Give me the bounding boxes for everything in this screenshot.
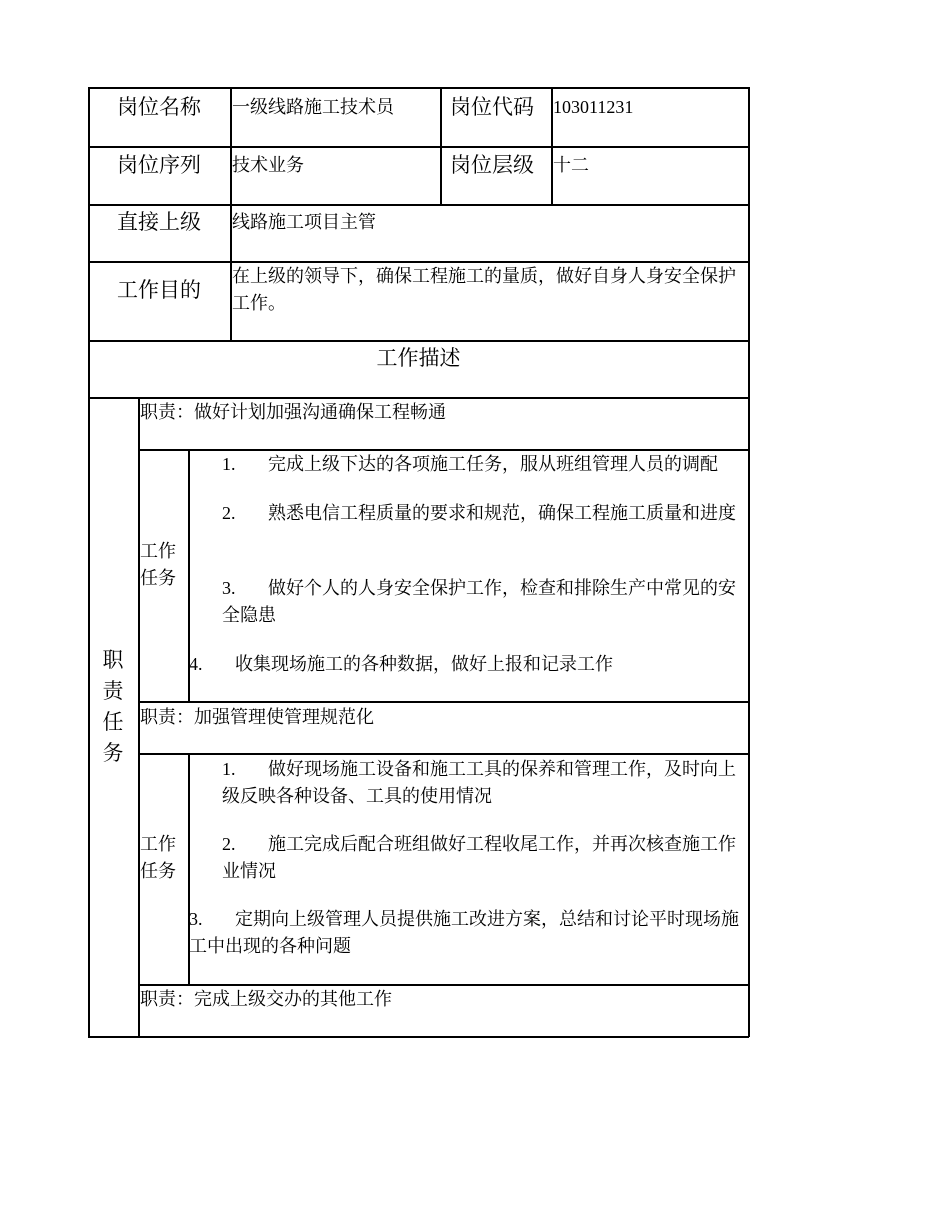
duty-title: 职责：加强管理使管理规范化 xyxy=(140,707,374,727)
task-text: 做好现场施工设备和施工工具的保养和管理工作，及时向上级反映各种设备、工具的使用情况 xyxy=(222,759,736,806)
task-label: 工作任务 xyxy=(140,541,176,588)
task-number: 2. xyxy=(222,834,236,854)
post-level-label: 岗位层级 xyxy=(450,153,534,177)
direct-superior-label: 直接上级 xyxy=(117,210,201,234)
post-sequence-label: 岗位序列 xyxy=(117,153,201,177)
task-text: 做好个人的人身安全保护工作，检查和排除生产中常见的安全隐患 xyxy=(222,578,736,625)
task-number: 3. xyxy=(189,909,203,929)
border-left xyxy=(88,87,90,1037)
post-name-label: 岗位名称 xyxy=(117,95,201,119)
row-divider xyxy=(88,340,749,342)
direct-superior-value: 线路施工项目主管 xyxy=(232,212,376,232)
side-label: 职责任务 xyxy=(102,648,124,765)
post-code-value: 103011231 xyxy=(553,97,634,117)
post-sequence-value: 技术业务 xyxy=(232,155,304,175)
post-name-value: 一级线路施工技术员 xyxy=(232,97,394,117)
task-number: 1. xyxy=(222,454,236,474)
task-number: 4. xyxy=(189,654,203,674)
row-divider xyxy=(88,204,749,206)
task-label: 工作任务 xyxy=(140,834,176,881)
post-code-label: 岗位代码 xyxy=(450,95,534,119)
work-goal-label: 工作目的 xyxy=(117,278,201,302)
task-text: 施工完成后配合班组做好工程收尾工作，并再次核查施工作业情况 xyxy=(222,834,736,881)
task-text: 定期向上级管理人员提供施工改进方案，总结和讨论平时现场施工中出现的各种问题 xyxy=(189,909,739,956)
border-right xyxy=(748,87,750,1037)
col-divider xyxy=(440,87,442,205)
task-number: 3. xyxy=(222,578,236,598)
task-number: 1. xyxy=(222,759,236,779)
duty-title: 职责：完成上级交办的其他工作 xyxy=(140,989,392,1009)
task-number: 2. xyxy=(222,503,236,523)
border-bottom xyxy=(88,1036,749,1038)
task-text: 收集现场施工的各种数据，做好上报和记录工作 xyxy=(235,654,613,674)
row-divider xyxy=(139,701,749,703)
section-title: 工作描述 xyxy=(376,346,461,370)
row-divider xyxy=(139,753,749,755)
job-description-table xyxy=(88,87,749,1037)
border-top xyxy=(88,87,749,89)
row-divider xyxy=(88,146,749,148)
work-goal-value: 在上级的领导下，确保工程施工的量质，做好自身人身安全保护工作。 xyxy=(232,266,736,313)
post-level-value: 十二 xyxy=(553,155,589,175)
duty-title: 职责：做好计划加强沟通确保工程畅通 xyxy=(140,402,446,422)
task-text: 完成上级下达的各项施工任务，服从班组管理人员的调配 xyxy=(268,454,718,474)
task-text: 熟悉电信工程质量的要求和规范，确保工程施工质量和进度 xyxy=(268,503,736,523)
